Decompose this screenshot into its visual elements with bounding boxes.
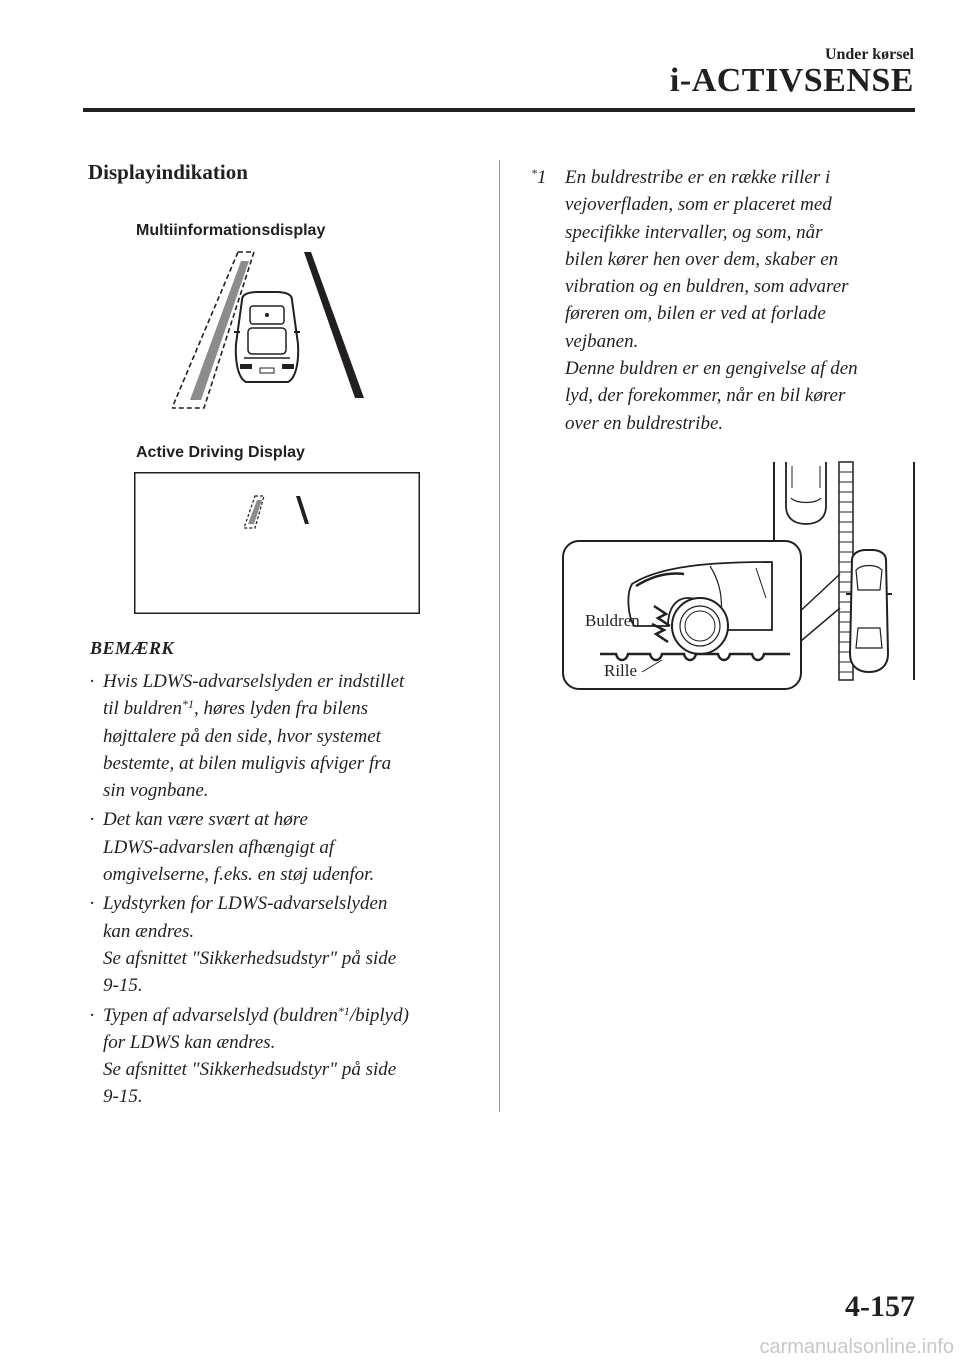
solid-lane-line (296, 496, 309, 524)
zoom-callout (563, 541, 801, 689)
note-item: · Typen af advarselslyd (buldren$^{*1}$/biplyd) for LDWS kan ændres. Se afsnittet "Sikkerhedsudstyr" på side 9-15. (89, 1003, 409, 1108)
sound-label: Buldren (585, 611, 640, 630)
note-title: BEMÆRK (90, 638, 175, 658)
multi-display-label: Multiinformationsdisplay (136, 222, 326, 239)
car-ahead-icon (786, 462, 826, 524)
section-heading: Displayindikation (88, 160, 248, 184)
dashed-lane-line (244, 496, 264, 528)
multi-display-figure (172, 248, 372, 410)
note-item: · Lydstyrken for LDWS-advarselslyden kan ændres. Se afsnittet "Sikkerhedsudstyr" på side 9-15. (89, 893, 397, 997)
footnote-text: En buldrestribe er en række riller i vejoverfladen, som er placeret med specifikke intervaller, og som, når bilen kører hen over dem, skaber en vibration og en buldren, som advarer føreren om, bilen er ved at forlade vejbanen. Denne buldren er en gengivelse af den lyd, der forekommer, når en bil kører over en buldrestribe. (565, 167, 858, 434)
note-list (88, 668, 478, 1113)
active-driving-display-figure (134, 472, 420, 614)
column-divider (499, 160, 500, 1112)
page-number: 4-157 (845, 1290, 915, 1323)
running-header-title: i-ACTIVSENSE (669, 62, 914, 99)
footnote-marker: *1 (531, 166, 547, 188)
rumble-strip-figure (560, 458, 930, 694)
running-header-section: Under kørsel (824, 46, 914, 63)
groove-label: Rille (604, 661, 638, 680)
note-item: · Hvis LDWS-advarselslyden er indstillet til buldren$^{*1}$, høres lyden fra bilens højttalere på den side, hvor systemet bestemte, at bilen muligvis afviger fra sin vognbane. (89, 671, 405, 802)
solid-lane-line (304, 252, 364, 398)
note-item: · Det kan være svært at høre LDWS-advarslen afhængigt af omgivelserne, f.eks. en støj udenfor. (89, 809, 375, 886)
car-on-strip-icon (846, 550, 892, 672)
watermark: carmanualsonline.info (759, 1336, 954, 1358)
active-driving-display-label: Active Driving Display (136, 444, 305, 461)
car-icon (234, 292, 300, 382)
header-rule (83, 108, 915, 112)
